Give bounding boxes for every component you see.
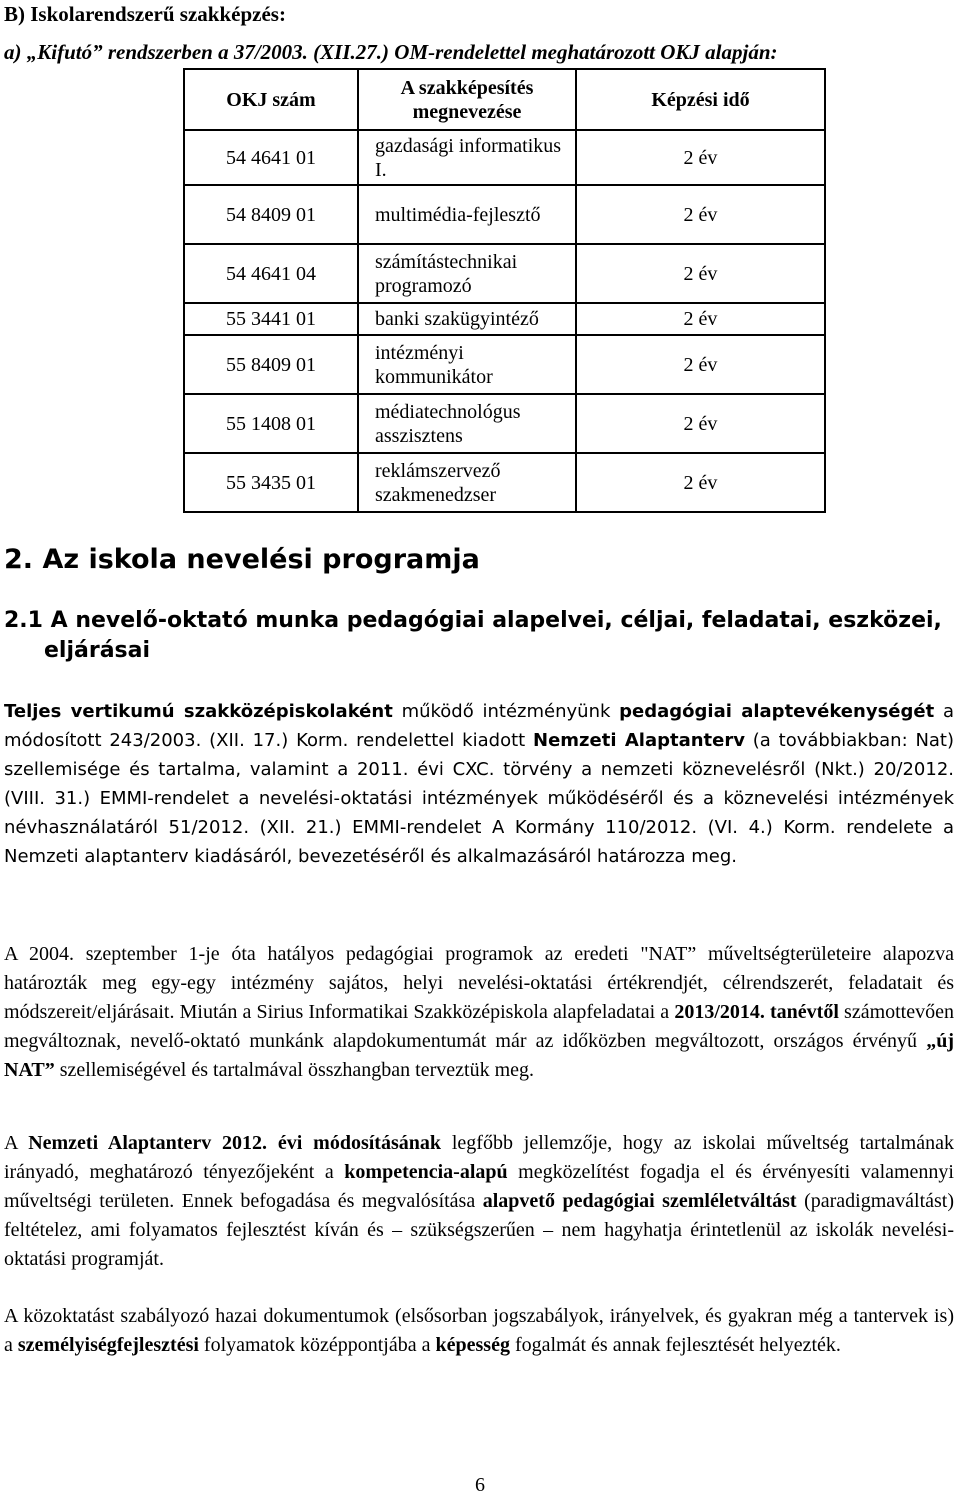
qualification-name: számítástechnikai programozó — [358, 244, 576, 303]
p3-text: megközelítést fogadja el és érvényesíti valamennyi műveltségi területen. Ennek befogadása és megvalósítása — [4, 1161, 954, 1212]
training-time: 2 év — [576, 394, 825, 453]
p1-bold: pedagógiai alaptevékenységét — [619, 701, 935, 722]
table-row — [184, 244, 825, 303]
p1-bold: Nemzeti Alaptanterv — [533, 730, 745, 751]
training-time: 2 év — [576, 244, 825, 303]
training-time: 2 év — [576, 185, 825, 244]
qualification-name: gazdasági informatikus I. — [358, 130, 576, 185]
okj-code: 54 4641 04 — [184, 244, 358, 303]
table-row — [184, 130, 825, 185]
table-row — [184, 185, 825, 244]
heading-b: B) Iskolarendszerű szakképzés: — [4, 2, 286, 26]
qualification-name: multimédia-fejlesztő — [358, 185, 576, 244]
heading-a: a) „Kifutó” rendszerben a 37/2003. (XII.27.) OM-rendelettel meghatározott OKJ alapján: — [4, 40, 778, 64]
paragraph-2 — [4, 940, 954, 1085]
training-time: 2 év — [576, 335, 825, 394]
p2-bold: „új NAT” — [4, 1030, 954, 1081]
p4-bold: személyiségfejlesztési — [17, 1334, 199, 1356]
training-time: 2 év — [576, 453, 825, 512]
p2-bold: 2013/2014. tanévtől — [674, 1001, 839, 1023]
section-title: 2. Az iskola nevelési programja — [4, 544, 480, 575]
okj-code: 55 3441 01 — [184, 303, 358, 335]
subsection-title: 2.1 A nevelő-oktató munka pedagógiai alapelvei, céljai, feladatai, eszközei, eljárásai — [4, 608, 942, 663]
p3-bold: Nemzeti Alaptanterv 2012. évi módosításának — [28, 1132, 441, 1154]
p1-text: működő intézményünk — [392, 701, 620, 722]
p3-bold: alapvető pedagógiai szemléletváltást — [482, 1190, 797, 1212]
p2-text: A 2004. szeptember 1-je óta hatályos pedagógiai programok az eredeti "NAT” műveltségterületeire alapozva határozták meg egy-egy intézmény sajátos, helyi nevelési-oktatási értékrendjét, célrendszerét, feladatait és módszereit/eljárásait. Miután a Sirius Informatikai Szakközépiskola alapfeladatai a — [4, 943, 954, 1023]
table-row — [184, 303, 825, 335]
paragraph-4 — [4, 1302, 954, 1360]
p4-text: folyamatok középpontjába a — [198, 1334, 436, 1356]
qualification-name: intézményi kommunikátor — [358, 335, 576, 394]
table-row — [184, 335, 825, 394]
p4-bold: képesség — [435, 1334, 510, 1356]
p3-text: legfőbb jellemzője, hogy az iskolai műveltség tartalmának irányadó, meghatározó tényezőjeként a — [4, 1132, 954, 1183]
p1-text: a módosított 243/2003. (XII. 17.) Korm. rendelettel kiadott — [4, 701, 954, 751]
table-row — [184, 453, 825, 512]
qualification-name: médiatechnológus asszisztens — [358, 394, 576, 453]
table-header-row — [184, 69, 825, 130]
header-name: A szakképesítés megnevezése — [358, 69, 576, 130]
p2-text: számottevően megváltoznak, nevelő-oktató munkánk alapdokumentumát már az időközben megváltozott, országos érvényű — [4, 1001, 954, 1052]
p2-text: szellemiségével és tartalmával összhangban terveztük meg. — [54, 1059, 535, 1081]
table-row — [184, 394, 825, 453]
p3-text: A — [4, 1132, 29, 1154]
okj-code: 55 3435 01 — [184, 453, 358, 512]
p4-text: fogalmát és annak fejlesztését helyezték. — [509, 1334, 841, 1356]
okj-code: 54 4641 01 — [184, 130, 358, 185]
training-time: 2 év — [576, 303, 825, 335]
okj-code: 55 1408 01 — [184, 394, 358, 453]
header-okj: OKJ szám — [184, 69, 358, 130]
training-time: 2 év — [576, 130, 825, 185]
p1-text: (a továbbiakban: Nat) szellemisége és tartalma, valamint a 2011. évi CXC. törvény a nemzeti köznevelésről (Nkt.) 20/2012. (VIII. 31.) EMMI-rendelet a nevelési-oktatási intézmények működéséről és a köznevelési intézmények névhasználatáról 51/2012. (XII. 21.) EMMI-rendelet A Kormány 110/2012. (VI. 4.) Korm. rendelete a Nemzeti alaptanterv kiadásáról, bevezetéséről és alkalmazásáról határozza meg. — [4, 730, 955, 867]
header-time: Képzési idő — [576, 69, 825, 130]
p3-bold: kompetencia-alapú — [344, 1161, 508, 1183]
paragraph-3 — [4, 1129, 954, 1274]
p3-text: (paradigmaváltást) feltételez, ami folyamatos fejlesztést kíván és – szükségszerűen – nem hagyhatja érintetlenül az iskolák nevelési-oktatási programját. — [4, 1190, 955, 1270]
qualification-name: reklámszervező szakmenedzser — [358, 453, 576, 512]
paragraph-1 — [4, 697, 954, 871]
page-number: 6 — [475, 1474, 485, 1496]
p4-text: A közoktatást szabályozó hazai dokumentumok (elsősorban jogszabályok, irányelvek, és gyakran még a tantervek is) a — [4, 1305, 954, 1356]
qualification-name: banki szakügyintéző — [358, 303, 576, 335]
okj-code: 55 8409 01 — [184, 335, 358, 394]
okj-table — [183, 68, 826, 513]
okj-code: 54 8409 01 — [184, 185, 358, 244]
p1-bold: Teljes vertikumú szakközépiskolaként — [4, 701, 393, 722]
